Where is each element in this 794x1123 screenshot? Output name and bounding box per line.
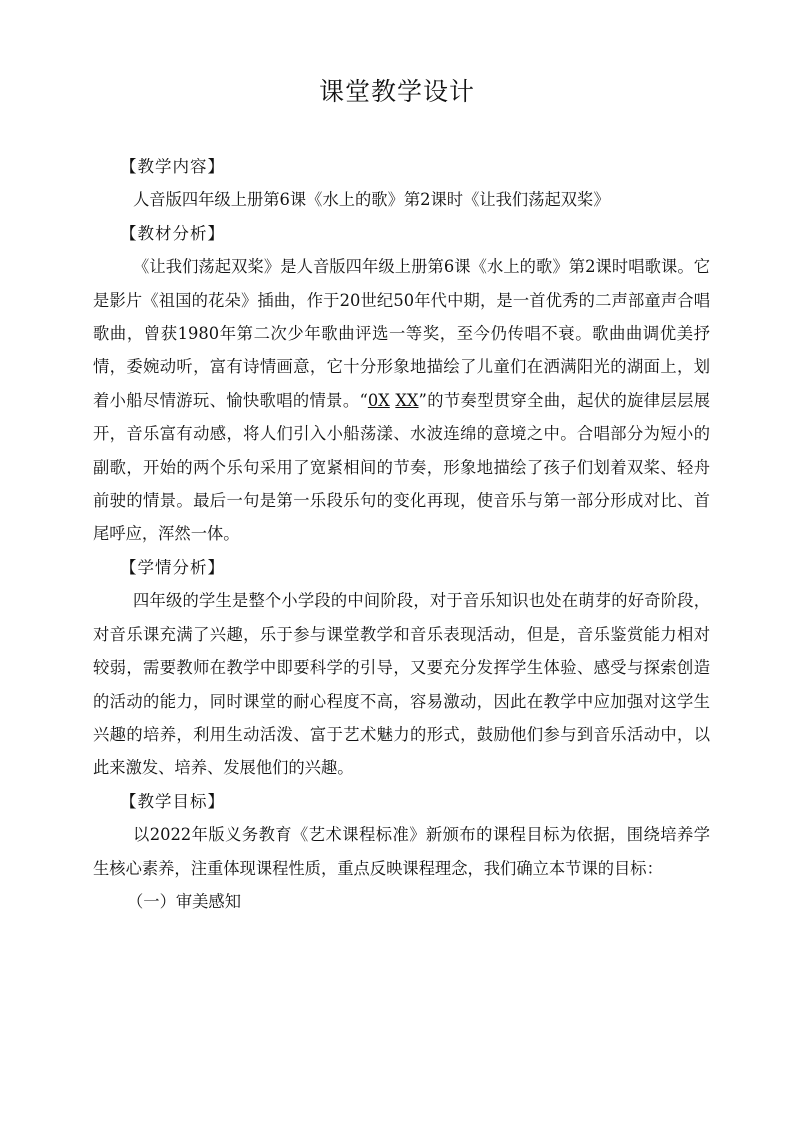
page-title: 课堂教学设计 [318, 77, 475, 106]
section-heading-students: 【学情分析】 [120, 557, 225, 577]
section-text-content: 人音版四年级上册第6课《水上的歌》第2课时《让我们荡起双桨》 [133, 190, 610, 210]
goal-subheading-aesthetic: （一）审美感知 [127, 891, 241, 911]
textbook-text-after: ”的节奏型贯穿全曲，起伏的旋律层层展开，音乐富有动感，将人们引入小船荡漾、水波连绵的意境之中。合唱部分为短小的副歌，开始的两个乐句采用了宽紧相间的节奏，形象地描绘了孩子们划着双桨、轻舟前驶的情景。最后一句是第一乐段乐句的变化再现，使音乐与第一部分形成对比、首尾呼应，浑然一体。 [93, 390, 711, 544]
section-text-students: 四年级的学生是整个小学段的中间阶段，对于音乐知识也处在萌芽的好奇阶段，对音乐课充满了兴趣，乐于参与课堂教学和音乐表现活动，但是，音乐鉴赏能力相对较弱，需要教师在教学中即要科学的引导，又要充分发挥学生体验、感受与探索创造的活动的能力，同时课堂的耐心程度不高，容易激动，因此在教学中应加强对这学生兴趣的培养，利用生动活泼、富于艺术魅力的形式，鼓励他们参与到音乐活动中，以此来激发、培养、发展他们的兴趣。 [93, 591, 710, 778]
rhythm-pattern-b: XX [395, 390, 419, 410]
document-body [93, 150, 710, 918]
section-heading-content: 【教学内容】 [120, 157, 225, 176]
section-heading-textbook: 【教材分析】 [120, 223, 225, 243]
section-heading-goals: 【教学目标】 [120, 791, 225, 811]
section-text-goals: 以2022年版义务教育《艺术课程标准》新颁布的课程目标为依据，围绕培养学生核心素养，注重体现课程性质，重点反映课程理念，我们确立本节课的目标： [93, 825, 710, 878]
textbook-text-before: 《让我们荡起双桨》是人音版四年级上册第6课《水上的歌》第2课时唱歌课。它是影片《祖国的花朵》插曲，作于20世纪50年代中期，是一首优秀的二声部童声合唱歌曲，曾获1980年第二次少年歌曲评选一等奖，至今仍传唱不衰。歌曲曲调优美抒情，委婉动听，富有诗情画意，它十分形象地描绘了儿童们在洒满阳光的湖面上，划着小船尽情游玩、愉快歌唱的情景。“ [93, 257, 710, 410]
section-text-textbook [93, 250, 710, 551]
rhythm-pattern-a: 0X [367, 390, 390, 410]
